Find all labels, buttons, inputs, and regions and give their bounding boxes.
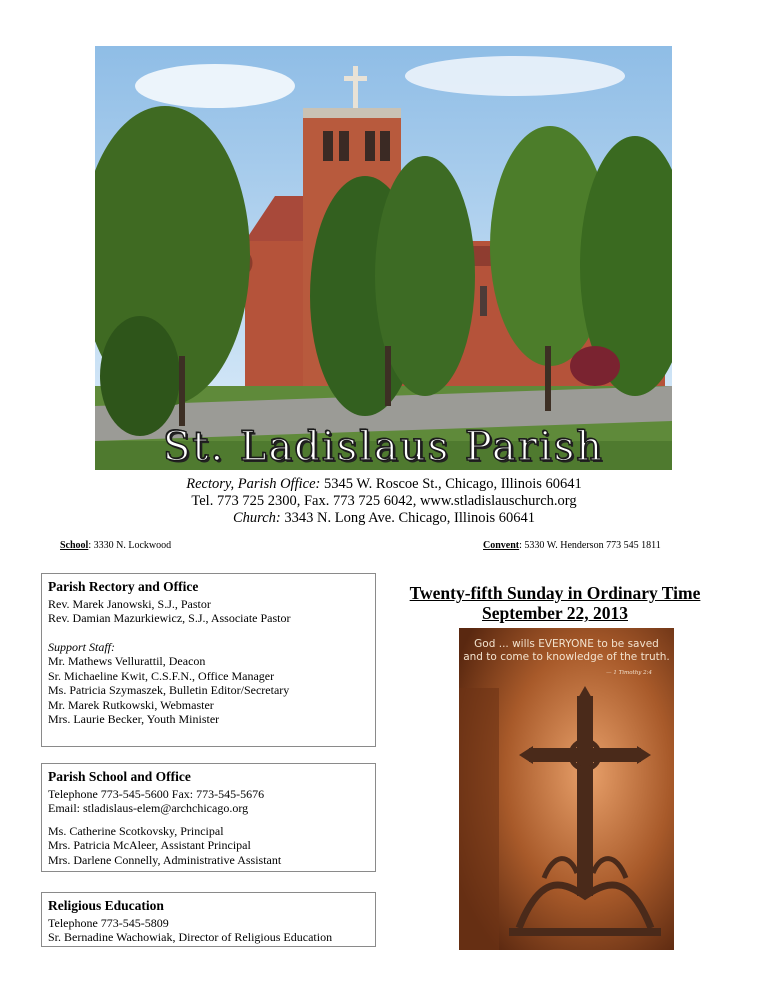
school-value: : 3330 N. Lockwood: [88, 540, 172, 551]
school-staff-line: Mrs. Patricia McAleer, Assistant Principal: [48, 838, 251, 852]
contact-line: Tel. 773 725 2300, Fax. 773 725 6042, www.stladislauschurch.org: [191, 493, 577, 509]
convent-label: Convent: [483, 540, 520, 551]
church-address: 3343 N. Long Ave. Chicago, Illinois 60641: [284, 510, 536, 526]
rectory-address-line: [0, 476, 768, 493]
school-address: [60, 540, 171, 551]
associate-pastor-line: Rev. Damian Mazurkiewicz, S.J., Associate Pastor: [48, 611, 291, 625]
parish-address-block: [0, 476, 768, 527]
staff-line: Sr. Michaeline Kwit, C.S.F.N., Office Manager: [48, 668, 275, 683]
school-box-title: Parish School and Office: [48, 769, 191, 784]
school-label: School: [60, 540, 89, 551]
verse-line: God ... wills EVERYONE to be saved: [474, 638, 659, 650]
church-address-line: [0, 510, 768, 527]
pastor-line: Rev. Marek Janowski, S.J., Pastor: [48, 596, 211, 611]
religious-education-box: [41, 892, 376, 947]
religious-box-title: Religious Education: [48, 898, 164, 913]
convent-value: : 5330 W. Henderson 773 545 1811: [519, 540, 661, 551]
sunday-date: September 22, 2013: [482, 603, 628, 623]
school-office-box: [41, 763, 376, 872]
rectory-box-title: Parish Rectory and Office: [48, 579, 199, 594]
staff-line: Mr. Mathews Vellurattil, Deacon: [48, 654, 206, 668]
parish-title: St. Ladislaus Parish: [162, 424, 605, 470]
school-staff-line: Ms. Catherine Scotkovsky, Principal: [48, 823, 224, 838]
liturgical-heading: [405, 583, 705, 623]
staff-line: Mr. Marek Rutkowski, Webmaster: [48, 697, 214, 712]
sunday-title: Twenty-fifth Sunday in Ordinary Time: [409, 583, 701, 603]
school-email: Email: stladislaus-elem@archchicago.org: [48, 801, 249, 815]
staff-line: Ms. Patricia Szymaszek, Bulletin Editor/Secretary: [48, 683, 290, 697]
staff-line: Mrs. Laurie Becker, Youth Minister: [48, 712, 220, 726]
rectory-address: 5345 W. Roscoe St., Chicago, Illinois 60641: [323, 476, 582, 492]
convent-address: [483, 540, 661, 551]
religious-director: Sr. Bernadine Wachowiak, Director of Religious Education: [48, 930, 333, 944]
school-staff-line: Mrs. Darlene Connelly, Administrative Assistant: [48, 852, 282, 867]
verse-reference: — 1 Timothy 2:4: [606, 670, 652, 676]
school-phone: Telephone 773-545-5600 Fax: 773-545-5676: [48, 786, 265, 801]
verse-line: and to come to knowledge of the truth.: [463, 651, 670, 663]
religious-phone: Telephone 773-545-5809: [48, 915, 169, 930]
cross-image-card: [459, 628, 674, 950]
church-label: Church:: [232, 510, 281, 526]
cross-illustration: [459, 628, 674, 950]
support-staff-heading: Support Staff:: [48, 639, 116, 654]
church-photo: [95, 46, 672, 470]
rectory-office-box: [41, 573, 376, 747]
rectory-label: Rectory, Parish Office:: [186, 476, 321, 492]
church-illustration: [95, 46, 672, 470]
scripture-verse: [459, 638, 674, 664]
